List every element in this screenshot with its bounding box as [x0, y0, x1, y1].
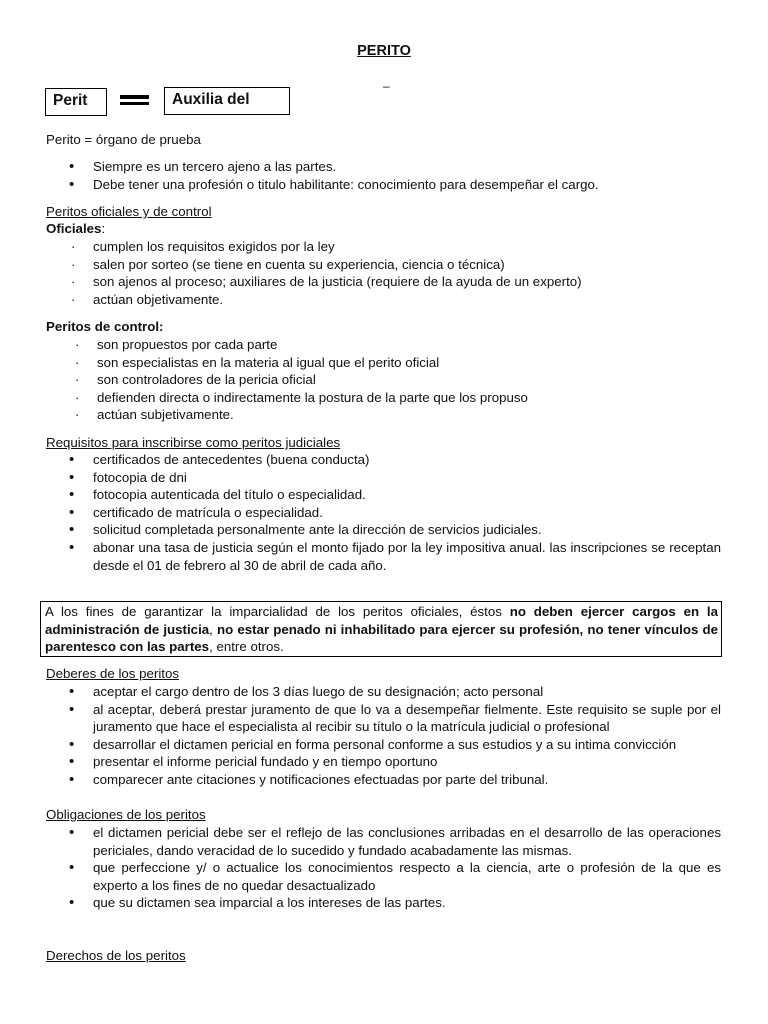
list-item: • certificado de matrícula o especialidad.	[93, 504, 721, 522]
auxiliar-box: Auxilia del	[164, 87, 290, 115]
control-label: Peritos de control:	[46, 319, 164, 334]
list-item: • aceptar el cargo dentro de los 3 días luego de su designación; acto personal	[93, 683, 721, 701]
list-item: • abonar una tasa de justicia según el monto fijado por la ley impositiva anual. las inscripciones se receptan desde el 01 de febrero al 30 de abril de cada año.	[93, 539, 721, 574]
intro-list	[93, 158, 599, 193]
deberes-list	[93, 683, 721, 789]
list-item: · actúan objetivamente.	[93, 291, 582, 309]
list-item: • Debe tener una profesión o titulo habilitante: conocimiento para desempeñar el cargo.	[93, 176, 599, 194]
callout-text: A los fines de garantizar la imparcialidad de los peritos oficiales, éstos	[45, 604, 510, 619]
section-heading-requisitos: Requisitos para inscribirse como peritos judiciales	[46, 435, 341, 450]
section-heading-derechos: Derechos de los peritos	[46, 948, 186, 963]
section-heading-deberes: Deberes de los peritos	[46, 666, 180, 681]
control-list	[97, 336, 528, 424]
obligaciones-list	[93, 824, 721, 912]
list-item: · salen por sorteo (se tiene en cuenta su experiencia, ciencia o técnica)	[93, 256, 582, 274]
oficiales-label	[46, 220, 105, 238]
callout-bold-text: no deben ejercer cargos en la administración de justicia	[45, 604, 718, 637]
section-heading-obligaciones: Obligaciones de los peritos	[46, 807, 206, 822]
dash-mark: –	[383, 79, 390, 93]
list-item: • solicitud completada personalmente ante la dirección de servicios judiciales.	[93, 521, 721, 539]
list-item: • al aceptar, deberá prestar juramento de que lo va a desempeñar fielmente. Este requisito se suple por el juramento que hace el especialista al recibir su título o la matrícula judicial o profesional	[93, 701, 721, 736]
requisitos-list	[93, 451, 721, 574]
callout-text: ,	[209, 621, 217, 637]
callout-text: , entre otros.	[209, 639, 284, 655]
list-item: · son propuestos por cada parte	[97, 336, 528, 354]
section-heading-oficiales-control: Peritos oficiales y de control	[46, 204, 212, 219]
list-item: · actúan subjetivamente.	[97, 406, 528, 424]
equals-icon	[120, 95, 149, 108]
oficiales-label-text: Oficiales	[46, 221, 102, 236]
list-item: · son especialistas en la materia al igual que el perito oficial	[97, 354, 528, 372]
perito-box: Perit	[45, 88, 107, 116]
callout-bold-text: no estar penado ni inhabilitado para ejercer su profesión, no tener vínculos de parentesco con las partes	[45, 621, 718, 655]
list-item: • Siempre es un tercero ajeno a las partes.	[93, 158, 599, 176]
list-item: · son controladores de la pericia oficial	[97, 371, 528, 389]
definition-text: Perito = órgano de prueba	[46, 132, 201, 147]
list-item: · son ajenos al proceso; auxiliares de la justicia (requiere de la ayuda de un experto)	[93, 273, 582, 291]
list-item: • el dictamen pericial debe ser el reflejo de las conclusiones arribadas en el desarrollo de las operaciones periciales, dando veracidad de lo sucedido y fundado acabadamente las mismas.	[93, 824, 721, 859]
page-title: PERITO	[357, 43, 411, 59]
list-item: • desarrollar el dictamen pericial en forma personal conforme a sus estudios y a su intima convicción	[93, 736, 721, 754]
list-item: • presentar el informe pericial fundado y en tiempo oportuno	[93, 753, 721, 771]
oficiales-list	[93, 238, 582, 308]
list-item: · cumplen los requisitos exigidos por la ley	[93, 238, 582, 256]
list-item: • fotocopia de dni	[93, 469, 721, 487]
list-item: • que su dictamen sea imparcial a los intereses de las partes.	[93, 894, 721, 912]
impartiality-callout	[40, 601, 722, 657]
list-item: · defienden directa o indirectamente la postura de la parte que los propuso	[97, 389, 528, 407]
list-item: • fotocopia autenticada del título o especialidad.	[93, 486, 721, 504]
list-item: • que perfeccione y/ o actualice los conocimientos respecto a la ciencia, arte o profesión de la que es experto a los fines de no quedar desactualizado	[93, 859, 721, 894]
list-item: • certificados de antecedentes (buena conducta)	[93, 451, 721, 469]
list-item: • comparecer ante citaciones y notificaciones efectuadas por parte del tribunal.	[93, 771, 721, 789]
oficiales-colon: :	[101, 221, 106, 236]
